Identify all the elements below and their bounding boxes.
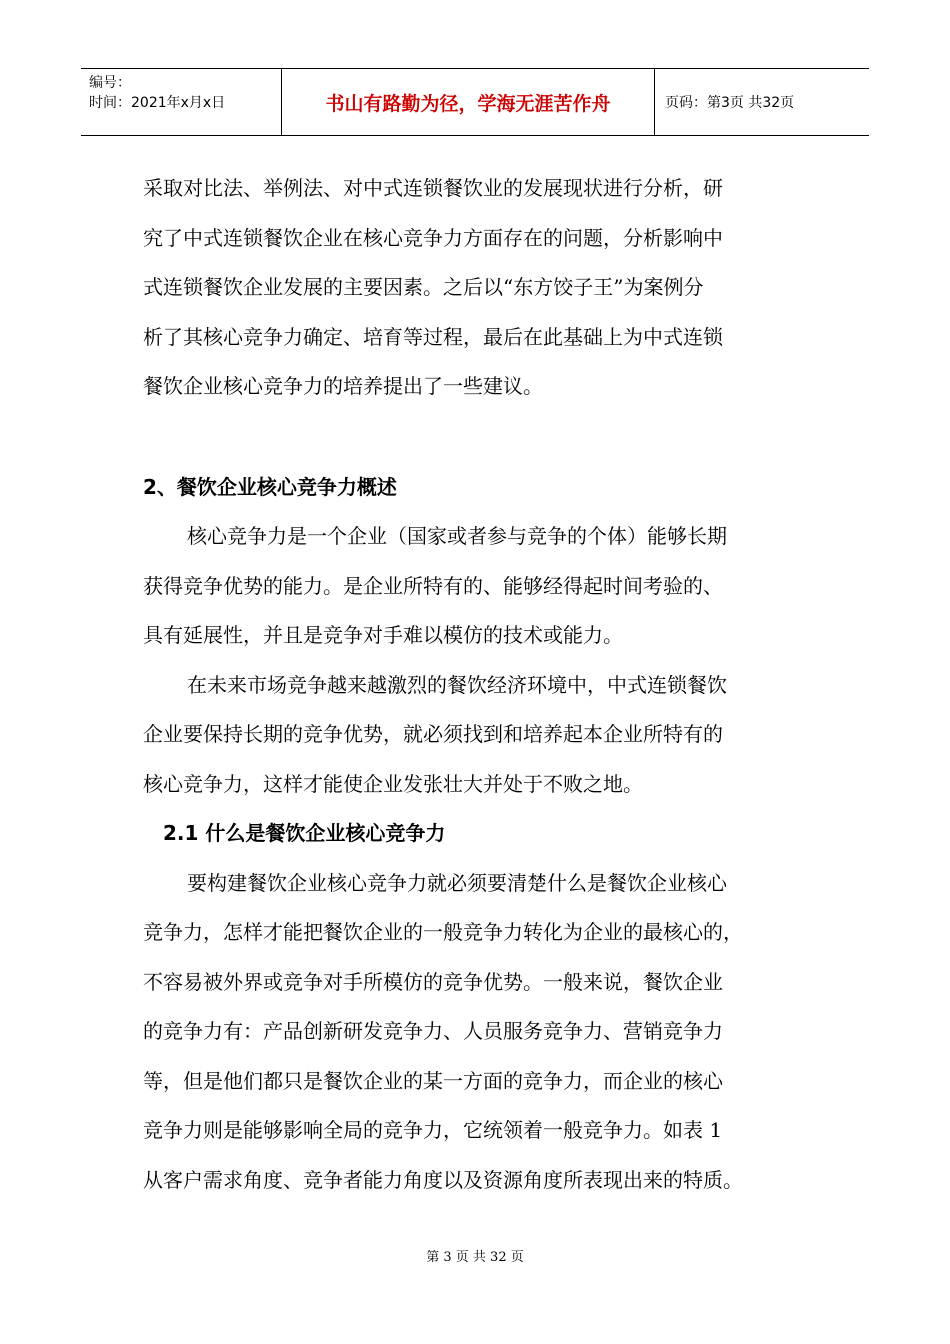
header-motto: 书山有路勤为径，学海无涯苦作舟 (281, 69, 655, 135)
text-line: 式连锁餐饮企业发展的主要因素。之后以“东方饺子王”为案例分 (143, 275, 704, 299)
text-line: 具有延展性，并且是竞争对手难以模仿的技术或能力。 (143, 623, 623, 647)
header-page-number: 页码：第3页 共32页 (665, 95, 795, 111)
paragraph-3 (143, 661, 823, 810)
section-heading-2: 2、餐饮企业核心竞争力概述 (143, 474, 397, 499)
paragraph-1 (143, 164, 823, 412)
text-line: 竞争力，怎样才能把餐饮企业的一般竞争力转化为企业的最核心的， (143, 920, 743, 944)
paragraph-2 (143, 512, 823, 661)
page-footer: 第 3 页 共 32 页 (426, 1250, 524, 1265)
section-heading-2-1: 2.1 什么是餐饮企业核心竞争力 (163, 821, 446, 845)
header-number: 编号： (89, 75, 131, 91)
text-line: 究了中式连锁餐饮企业在核心竞争力方面存在的问题，分析影响中 (143, 225, 723, 250)
document-body (143, 164, 823, 1205)
text-line: 析了其核心竞争力确定、培育等过程，最后在此基础上为中式连锁 (143, 324, 723, 349)
text-line: 从客户需求角度、竞争者能力角度以及资源角度所表现出来的特质。 (143, 1167, 743, 1192)
header-date: 时间：2021年x月x日 (89, 95, 226, 111)
text-line: 的竞争力有：产品创新研发竞争力、人员服务竞争力、营销竞争力 (143, 1019, 723, 1043)
page-header (81, 68, 869, 136)
spacer (143, 412, 823, 463)
text-line: 核心竞争力是一个企业（国家或者参与竞争的个体）能够长期 (187, 524, 727, 548)
text-line: 要构建餐饮企业核心竞争力就必须要清楚什么是餐饮企业核心 (187, 870, 727, 895)
paragraph-4 (143, 859, 823, 1206)
text-line: 企业要保持长期的竞争优势，就必须找到和培养起本企业所特有的 (143, 722, 723, 746)
text-line: 采取对比法、举例法、对中式连锁餐饮业的发展现状进行分析，研 (143, 176, 723, 200)
text-line: 餐饮企业核心竞争力的培养提出了一些建议。 (143, 374, 543, 398)
text-line: 在未来市场竞争越来越激烈的餐饮经济环境中，中式连锁餐饮 (187, 672, 727, 697)
header-meta (81, 69, 281, 135)
text-line: 核心竞争力，这样才能使企业发张壮大并处于不败之地。 (143, 771, 643, 796)
text-line: 竞争力则是能够影响全局的竞争力，它统领着一般竞争力。如表 1 (143, 1118, 723, 1142)
text-line: 获得竞争优势的能力。是企业所特有的、能够经得起时间考验的、 (143, 573, 723, 598)
text-line: 等，但是他们都只是餐饮企业的某一方面的竞争力，而企业的核心 (143, 1068, 723, 1093)
text-line: 不容易被外界或竞争对手所模仿的竞争优势。一般来说，餐饮企业 (143, 969, 723, 994)
